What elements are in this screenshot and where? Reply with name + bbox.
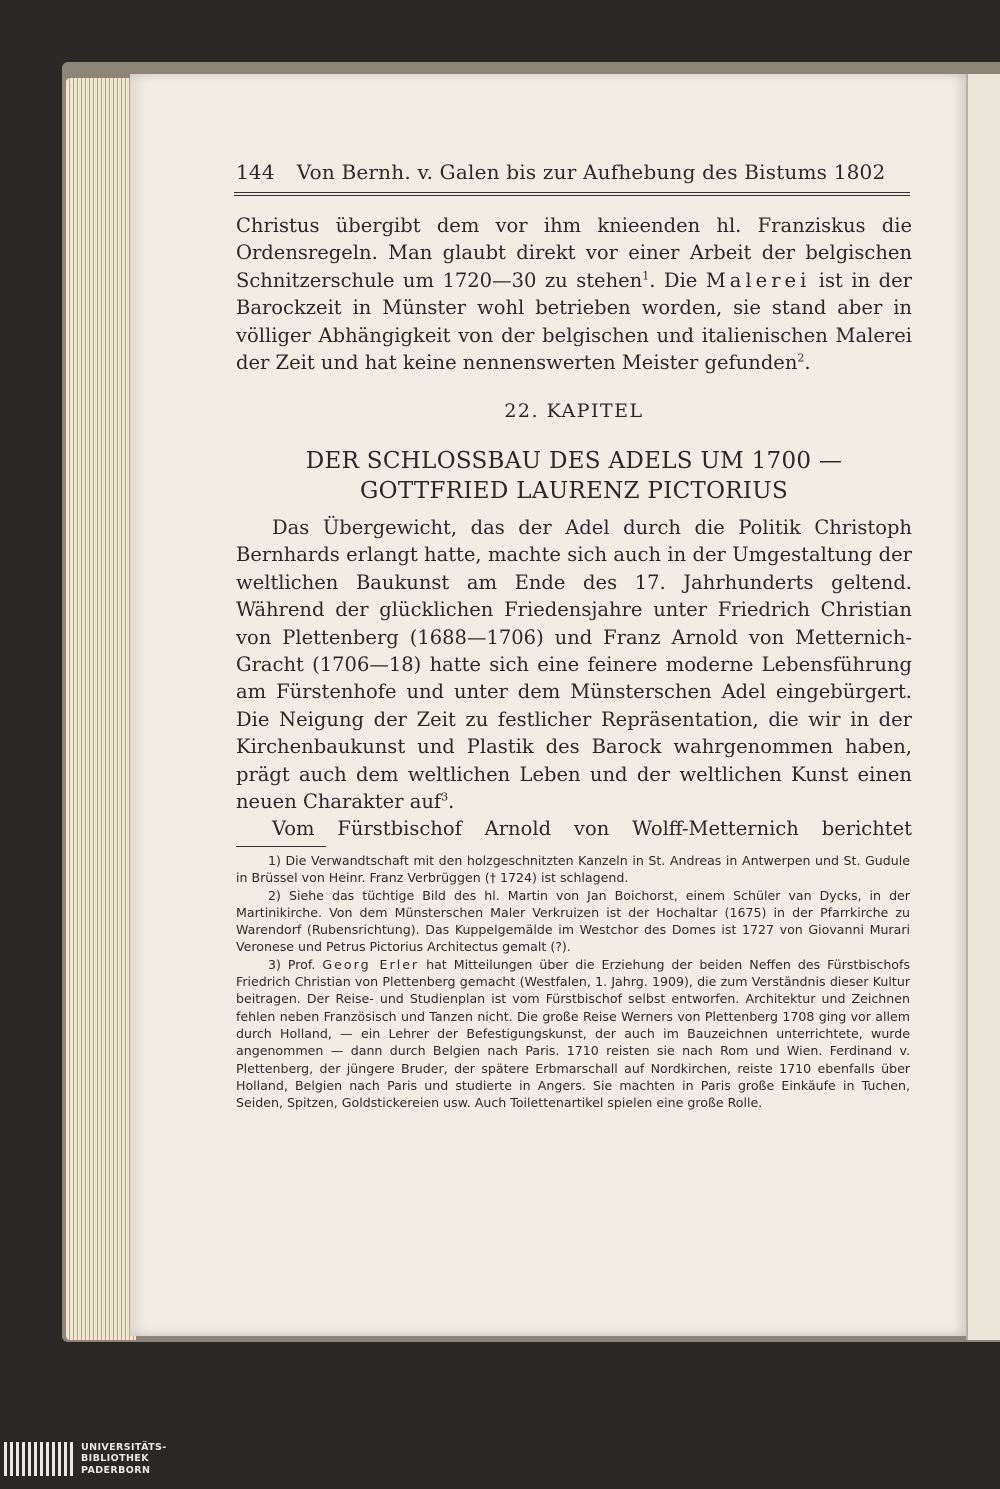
paragraph-2-text-a: Das Übergewicht, das der Adel durch die Politik Christoph Bernhards erlangt hatte, machte sich auch in der Umgestaltung der weltlichen Baukunst am Ende des 17. Jahrhunderts geltend. Während der glücklichen Friedensjahre unter Friedrich Christian von Plettenberg (1688—1706) und Franz Arnold von Metternich-Gracht (1706—18) hatte sich eine feinere moderne Lebensführung am Fürstenhofe und unter dem Münsterschen Adel eingebürgert. Die Neigung der Zeit zu festlicher Repräsentation, die wir in der Kirchenbaukunst und Plastik des Barock wahrgenommen haben, prägt auch dem weltlichen Leben und der weltlichen Kunst einen neuen Charakter auf (236, 516, 912, 814)
library-watermark (0, 1441, 167, 1477)
chapter-number: 22. KAPITEL (504, 400, 644, 422)
paragraph-1-text-c: ist in der Barockzeit in Münster wohl betrieben worden, sie stand aber in völliger Abhängigkeit von der belgischen und italienischen Malerei der Zeit und hat keine nennenswerten Meister gefunden (236, 268, 912, 375)
library-name-line-1: UNIVERSITÄTS- (81, 1441, 167, 1453)
paragraph-1 (236, 212, 912, 376)
paragraph-1-text-a: Christus übergibt dem vor ihm knieenden hl. Franziskus die Ordensregeln. Man glaubt direkt vor einer Arbeit der belgischen Schnitzerschule um 1720—30 zu stehen (236, 214, 912, 292)
library-name-line-2: BIBLIOTHEK (81, 1453, 149, 1465)
paragraph-1-text-d: . (804, 351, 811, 375)
page-number: 144 (236, 160, 275, 184)
footnote-3-spaced-name: Georg Erler (322, 956, 420, 972)
footnote-ref-3: 3 (441, 790, 449, 804)
footnote-rule (236, 846, 326, 847)
footnote-ref-1: 1 (642, 269, 650, 283)
book-page (130, 74, 966, 1336)
footnote-2: 2) Siehe das tüchtige Bild des hl. Martin von Jan Boichorst, einem Schüler van Dycks, in der Martinikirche. Von dem Münsterschen Maler Verkruizen ist der Hochaltar (1675) in der Pfarrkirche zu Warendorf (Rubensrichtung). Das Kuppelgemälde im Westchor des Domes ist 1727 von Giovanni Murari Veronese und Petrus Pictorius Architectus gemalt (?). (236, 887, 910, 955)
footnote-3-text-b: hat Mitteilungen über die Erziehung der beiden Neffen des Fürstbischofs Friedrich Christian von Plettenberg gemacht (Westfalen, 1. Jahrg. 1909), die zum Verständnis dieser Kultur beitragen. Der Reise- und Studienplan ist vom Fürstbischof selbst entworfen. Architektur und Zeichnen fehlen neben Französisch und Tanzen nicht. Die große Reise Werners von Plettenberg 1708 ging vor allem durch Holland, — ein Lehrer der Befestigungskunst, der auch im Bauzeichnen unterrichtete, wurde angenommen — dann durch Belgien nach Paris. 1710 reisten sie nach Rom und Wien. Ferdinand v. Plettenberg, der jüngere Bruder, der spätere Erbmarschall auf Nordkirchen, reiste 1710 ebenfalls über Holland, Belgien nach Paris und studierte in Angers. Sie machten in Paris große Einkäufe in Tuchen, Seiden, Spitzen, Goldstickereien usw. Auch Toilettenartikel spielen eine große Rolle. (236, 956, 910, 1111)
paragraph-1-text-b: . Die (649, 268, 706, 292)
footnote-3-text-a: 3) Prof. (268, 956, 323, 972)
library-logo-icon (4, 1442, 73, 1476)
footnote-ref-2: 2 (797, 351, 805, 365)
header-rule (234, 192, 910, 196)
page-edges (66, 78, 136, 1340)
facing-page-edge (966, 74, 1000, 1340)
paragraph-2-text-b: . (448, 790, 455, 814)
paragraph-2 (236, 514, 912, 843)
footnotes (236, 852, 910, 1111)
library-name (81, 1442, 167, 1477)
running-header (236, 160, 912, 184)
paragraph-3: Vom Fürstbischof Arnold von Wolff-Metternich berichtet (272, 817, 912, 841)
chapter-title: DER SCHLOSSBAU DES ADELS UM 1700 — GOTTFRIED LAURENZ PICTORIUS (305, 448, 843, 504)
emphasized-word: Malerei (705, 268, 811, 292)
running-title: Von Bernh. v. Galen bis zur Aufhebung des Bistums 1802 (296, 160, 886, 184)
library-name-line-3: PADERBORN (81, 1464, 151, 1476)
footnote-1: 1) Die Verwandtschaft mit den holzgeschnitzten Kanzeln in St. Andreas in Antwerpen und St. Gudule in Brüssel von Heinr. Franz Verbrüggen († 1724) ist schlagend. (236, 853, 910, 886)
footnote-3 (236, 956, 910, 1112)
